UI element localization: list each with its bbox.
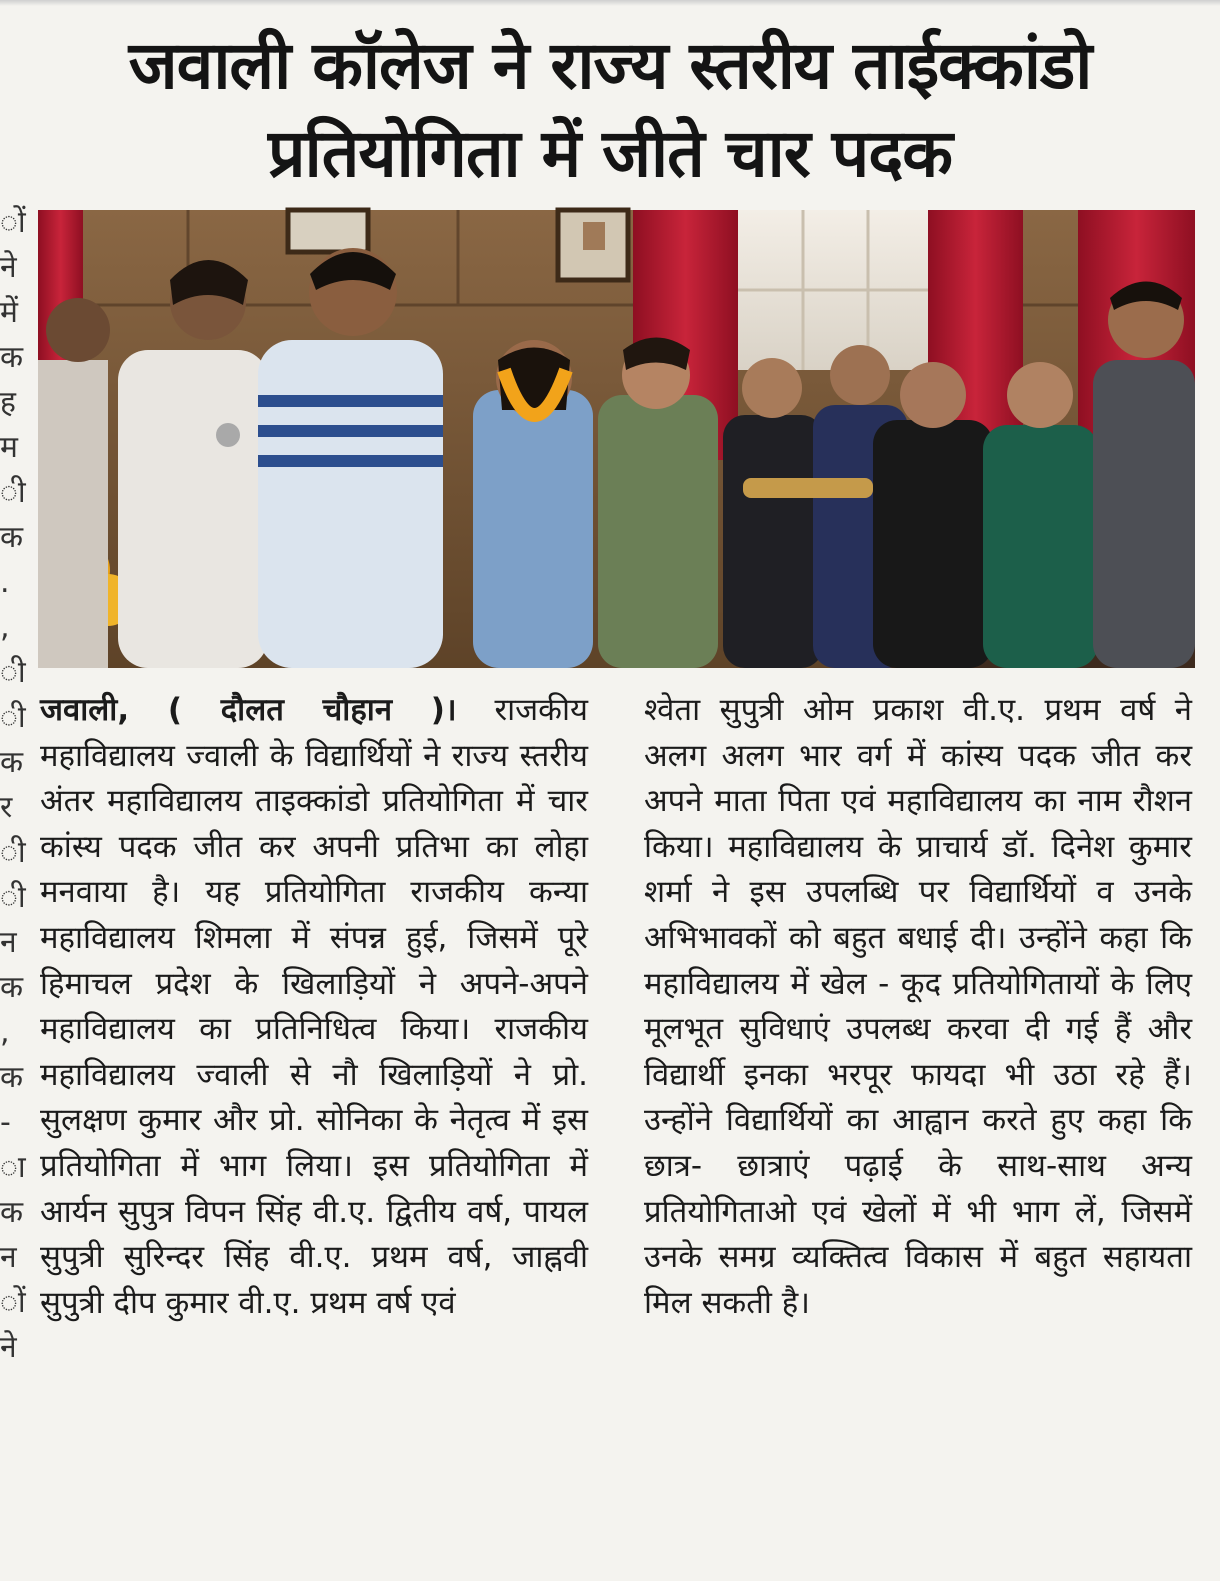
article-column-left bbox=[40, 688, 588, 1326]
headline-line-2: प्रतियोगिता में जीते चार पदक bbox=[268, 115, 952, 192]
group-photo bbox=[38, 210, 1195, 668]
article-column-right bbox=[644, 688, 1192, 1326]
headline-line-1: जवाली कॉलेज ने राज्य स्तरीय ताईक्कांडो bbox=[128, 27, 1092, 104]
right-column-body: श्वेता सुपुत्री ओम प्रकाश वी.ए. प्रथम वर्ष ने अलग अलग भार वर्ग में कांस्य पदक जीत कर अपने माता पिता एवं महाविद्यालय का नाम रौशन किया। महाविद्यालय के प्राचार्य डॉ. दिनेश कुमार शर्मा ने इस उपलब्धि पर विद्यार्थियों व उनके अभिभावकों को बहुत बधाई दी। उन्होंने कहा कि महाविद्यालय में खेल - कूद प्रतियोगितायों के लिए मूलभूत सुविधाएं उपलब्ध करवा दी गई हैं और विद्यार्थी इनका भरपूर फायदा भी उठा रहे हैं। उन्होंने विद्यार्थियों का आह्वान करते हुए कहा कि छात्र- छात्राएं पढ़ाई के साथ-साथ अन्य प्रतियोगिताओ एवं खेलों में भी भाग लें, जिसमें उनके समग्र व्यक्तित्व विकास में बहुत सहायता मिल सकती है। bbox=[644, 692, 1192, 1321]
adjacent-column-fragments: ों ने में क ह म ी क . , ी ी क र ी ी न क , क - ा क न ों ने bbox=[0, 205, 26, 1365]
dateline: जवाली, ( दौलत चौहान )। bbox=[40, 692, 457, 728]
group-photo-illustration bbox=[38, 210, 1195, 668]
article-headline bbox=[20, 22, 1200, 198]
page-top-edge bbox=[0, 0, 1220, 6]
left-column-body: राजकीय महाविद्यालय ज्वाली के विद्यार्थियों ने राज्य स्तरीय अंतर महाविद्यालय ताइक्कांडो प्रतियोगिता में चार कांस्य पदक जीत कर अपनी प्रतिभा का लोहा मनवाया है। यह प्रतियोगिता राजकीय कन्या महाविद्यालय शिमला में संपन्न हुई, जिसमें पूरे हिमाचल प्रदेश के खिलाड़ियों ने अपने-अपने महाविद्यालय का प्रतिनिधित्व किया। राजकीय महाविद्यालय ज्वाली से नौ खिलाड़ियों ने प्रो. सुलक्षण कुमार और प्रो. सोनिका के नेतृत्व में इस प्रतियोगिता में भाग लिया। इस प्रतियोगिता में आर्यन सुपुत्र विपन सिंह वी.ए. द्वितीय वर्ष, पायल सुपुत्री सुरिन्दर सिंह वी.ए. प्रथम वर्ष, जाह्नवी सुपुत्री दीप कुमार वी.ए. प्रथम वर्ष एवं bbox=[40, 692, 588, 1321]
